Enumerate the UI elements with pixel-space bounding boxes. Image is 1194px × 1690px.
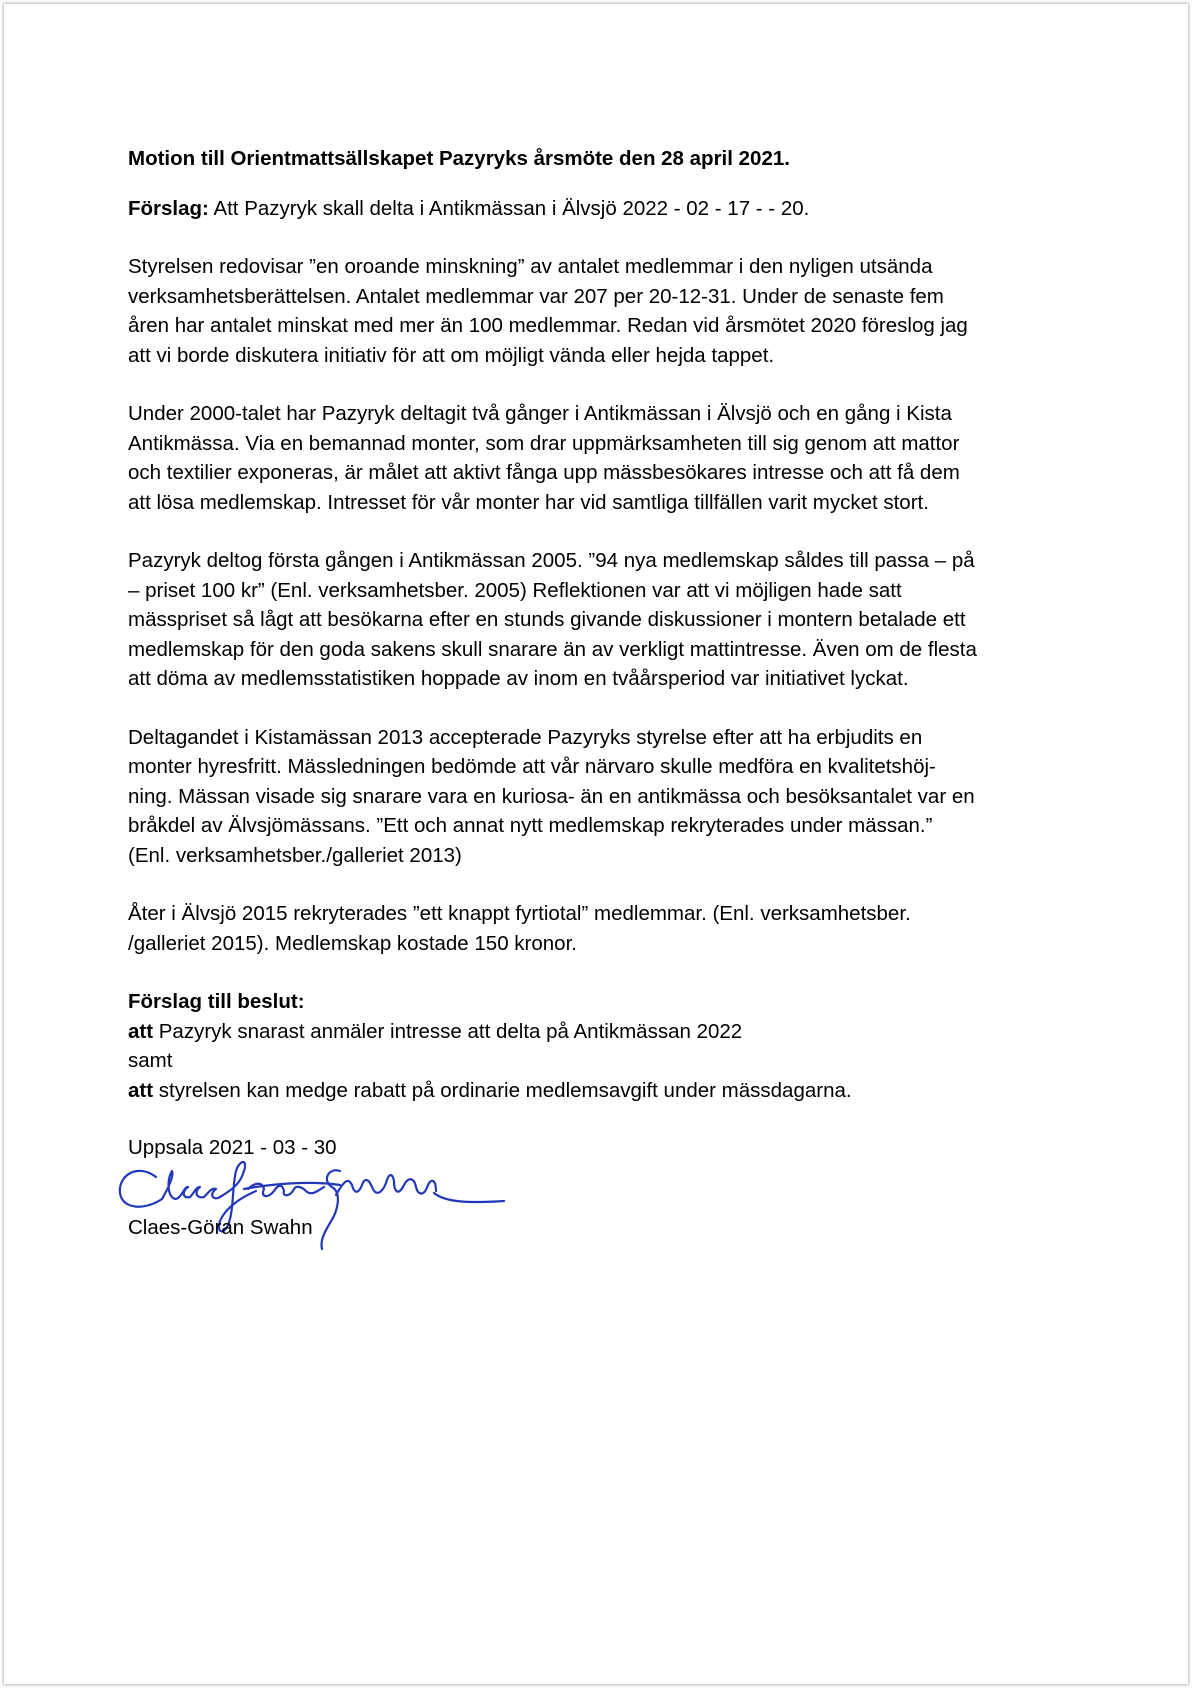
document-body bbox=[128, 144, 1058, 1243]
paragraph-2013: Deltagandet i Kistamässan 2013 accepterade Pazyryks styrelse efter att ha erbjudits en monter hyresfritt. Mässledningen bedömde att vår närvaro skulle medföra en kvalitetshöj- ning. Mässan visade sig snarare vara en kuriosa- än en antikmässa och besöksantalet var en bråkdel av Älvsjömässans. ”Ett och annat nytt medlemskap rekryterades under mässan.” (Enl. verksamhetsber./galleriet 2013) bbox=[128, 725, 975, 867]
paragraph-history: Under 2000-talet har Pazyryk deltagit två gånger i Antikmässan i Älvsjö och en gång i Kista Antikmässa. Via en bemannad monter, som drar uppmärksamheten till sig genom att mattor och textilier exponeras, är målet att aktivt fånga upp mässbesökares intresse och att få dem att lösa medlemskap. Intresset för vår monter har vid samtliga tillfällen varit mycket stort. bbox=[128, 402, 960, 514]
proposal-label: Förslag: bbox=[128, 196, 209, 220]
document-page bbox=[4, 4, 1188, 1684]
decision-item-2 bbox=[128, 1076, 1058, 1106]
handwritten-signature bbox=[116, 1141, 516, 1261]
decision-samt: samt bbox=[128, 1049, 173, 1072]
decision-item-2-text: styrelsen kan medge rabatt på ordinarie medlemsavgift under mässdagarna. bbox=[153, 1078, 852, 1102]
document-title: Motion till Orientmattsällskapet Pazyryks årsmöte den 28 april 2021. bbox=[128, 147, 790, 170]
decision-item-1-text: Pazyryk snarast anmäler intresse att delta på Antikmässan 2022 bbox=[153, 1019, 743, 1043]
signature-name: Claes-Göran Swahn bbox=[128, 1216, 313, 1239]
signature-place-date: Uppsala 2021 - 03 - 30 bbox=[128, 1136, 337, 1159]
decision-att-label-2: att bbox=[128, 1078, 154, 1102]
decision-item-1 bbox=[128, 1017, 1058, 1047]
decision-att-label-1: att bbox=[128, 1019, 154, 1043]
paragraph-2005: Pazyryk deltog första gången i Antikmässan 2005. ”94 nya medlemskap såldes till passa – på – priset 100 kr” (Enl. verksamhetsber. 2005) Reflektionen var att vi möjligen hade satt mässpriset så lågt att besökarna efter en stunds givande diskussioner i montern betalade ett medlemskap för den goda sakens skull snarare än av verkligt mattintresse. Även om de flesta att döma av medlemsstatistiken hoppade av inom en tvåårsperiod var initiativet lyckat. bbox=[128, 549, 977, 690]
paragraph-2015: Åter i Älvsjö 2015 rekryterades ”ett knappt fyrtiotal” medlemmar. (Enl. verksamhetsber. /galleriet 2015). Medlemskap kostade 150 kronor. bbox=[128, 902, 911, 955]
decision-section bbox=[128, 987, 1058, 1105]
signature-block bbox=[128, 1133, 1058, 1243]
proposal-text: Att Pazyryk skall delta i Antikmässan i Älvsjö 2022 - 02 - 17 - - 20. bbox=[208, 196, 810, 220]
proposal-line bbox=[128, 194, 1058, 224]
decision-heading: Förslag till beslut: bbox=[128, 990, 305, 1013]
paragraph-membership: Styrelsen redovisar ”en oroande minskning” av antalet medlemmar i den nyligen utsända verksamhetsberättelsen. Antalet medlemmar var 207 per 20-12-31. Under de senaste fem åren har antalet minskat med mer än 100 medlemmar. Redan vid årsmötet 2020 föreslog jag att vi borde diskutera initiativ för att om möjligt vända eller hejda tappet. bbox=[128, 255, 968, 367]
